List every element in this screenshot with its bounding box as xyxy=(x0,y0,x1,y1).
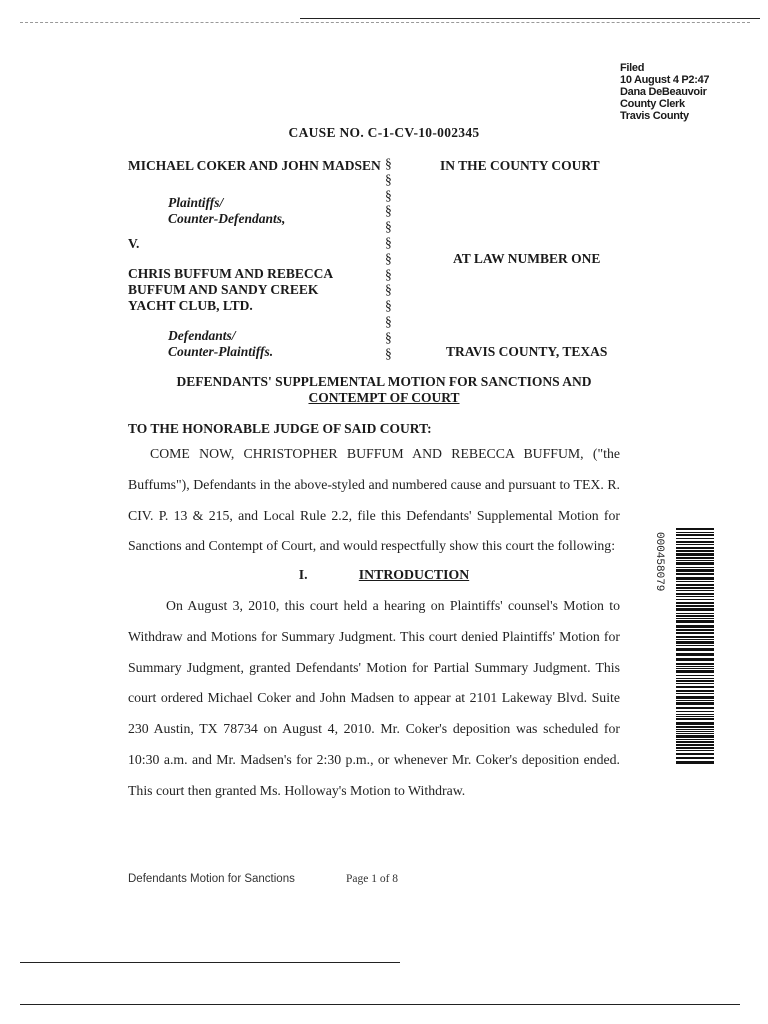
barcode-bar xyxy=(676,620,714,623)
barcode-bar xyxy=(676,541,714,543)
section-mark: § xyxy=(385,329,392,345)
filed-stamp xyxy=(620,62,760,122)
barcode-bar xyxy=(676,629,714,631)
versus: V. xyxy=(128,236,140,251)
barcode-bar xyxy=(676,653,714,656)
section-mark: § xyxy=(385,156,392,171)
barcode-bar xyxy=(676,733,714,734)
barcode-bar xyxy=(676,550,714,552)
barcode-bar xyxy=(676,553,714,556)
section-mark: § xyxy=(385,345,392,361)
barcode-bar xyxy=(676,636,714,638)
barcode-bar xyxy=(676,581,714,582)
motion-title-line1: DEFENDANTS' SUPPLEMENTAL MOTION FOR SANCTIONS AND xyxy=(176,374,592,389)
barcode-bar xyxy=(676,593,714,595)
barcode-bar xyxy=(676,731,714,732)
filed-stamp-line: 10 August 4 P2:47 xyxy=(620,74,710,86)
defendants-name-line1: CHRIS BUFFUM AND REBECCA xyxy=(128,266,334,281)
barcode-bar xyxy=(676,683,714,684)
barcode-bar xyxy=(676,670,714,673)
court-line2: AT LAW NUMBER ONE xyxy=(453,251,601,266)
barcode-bar xyxy=(676,716,714,717)
cause-number: CAUSE NO. C-1-CV-10-002345 xyxy=(288,125,480,140)
plaintiffs-role-2: Counter-Defendants, xyxy=(168,211,286,226)
barcode-bar xyxy=(676,587,714,589)
barcode-bar xyxy=(676,648,714,651)
section-mark: § xyxy=(385,203,392,219)
section-mark: § xyxy=(385,187,392,203)
section-mark: § xyxy=(385,171,392,187)
barcode-bar xyxy=(676,605,714,607)
footer-document-name: Defendants Motion for Sanctions xyxy=(128,873,295,885)
barcode-bar xyxy=(676,735,714,738)
barcode-bar xyxy=(676,557,714,559)
section-mark: § xyxy=(385,266,392,282)
paragraph-intro-text: COME NOW, CHRISTOPHER BUFFUM AND REBECCA BUFFUM, ("the Buffums"), Defendants in the above-styled and numbered cause and pursuant to TEX. R. CIV. P. 13 & 215, and Local Rule 2.2, file this Defendants' Supplemental Motion for Sanctions and Contempt of Court, and would respectfully show this court the following: xyxy=(128,446,620,554)
barcode-bar xyxy=(676,711,714,712)
barcode-bar xyxy=(676,690,714,692)
scan-edge-top xyxy=(20,22,750,23)
barcode-bar xyxy=(676,666,714,667)
barcode-bar xyxy=(676,686,714,688)
barcode-bar xyxy=(676,761,714,764)
salutation: TO THE HONORABLE JUDGE OF SAID COURT: xyxy=(128,421,432,436)
motion-title xyxy=(0,374,768,406)
barcode-bar xyxy=(676,632,714,634)
barcode-bar xyxy=(676,739,714,740)
defendants-role-2: Counter-Plaintiffs. xyxy=(168,344,274,359)
paragraph-intro xyxy=(128,439,620,562)
barcode-number-text: 000458079 xyxy=(653,532,665,592)
barcode-bar xyxy=(676,547,714,549)
barcode-bar xyxy=(676,753,714,755)
court-line1: IN THE COUNTY COURT xyxy=(440,158,600,173)
barcode-bar xyxy=(676,678,714,679)
scan-edge-top-solid xyxy=(300,18,760,19)
barcode-bar xyxy=(676,700,714,701)
section-mark: § xyxy=(385,313,392,329)
barcode-bar xyxy=(676,718,714,720)
barcode-bar xyxy=(676,714,714,715)
paragraph-introduction-text: On August 3, 2010, this court held a hearing on Plaintiffs' counsel's Motion to Withdraw and Motions for Summary Judgment. This court denied Plaintiffs' Motion for Summary Judgment, granted Defendants' Motion for Partial Summary Judgment. This court ordered Michael Coker and John Madsen to appear at 2101 Lakeway Blvd. Suite 230 Austin, TX 78734 on August 4, 2010. Mr. Coker's deposition was scheduled for 10:30 a.m. and Mr. Madsen's for 2:30 p.m., or whenever Mr. Coker's deposition ended. This court then granted Ms. Holloway's Motion to Withdraw. xyxy=(128,598,620,798)
barcode-bar xyxy=(676,618,714,619)
barcode-image xyxy=(676,528,714,768)
barcode-bar xyxy=(676,696,714,699)
barcode-number xyxy=(653,530,673,610)
section-mark: § xyxy=(385,298,392,314)
section-mark: § xyxy=(385,234,392,250)
barcode-bar xyxy=(676,608,714,611)
barcode-bar xyxy=(676,722,714,725)
barcode-bar xyxy=(676,702,714,705)
section-mark: § xyxy=(385,282,392,298)
barcode-bar xyxy=(676,625,714,628)
scan-edge-bottom-2 xyxy=(20,1004,740,1005)
barcode-bar xyxy=(676,741,714,743)
scan-edge-bottom xyxy=(20,962,400,963)
section-title: INTRODUCTION xyxy=(358,567,470,582)
barcode-bar xyxy=(676,680,714,682)
defendants-role-1: Defendants/ xyxy=(168,328,236,343)
barcode-bar xyxy=(676,675,714,676)
barcode-bar xyxy=(676,658,714,661)
defendants-name-line3: YACHT CLUB, LTD. xyxy=(128,298,253,313)
barcode-bar xyxy=(676,599,714,600)
barcode-bar xyxy=(676,693,714,694)
barcode-bar xyxy=(676,534,714,536)
barcode-bar xyxy=(676,544,714,545)
barcode-bar xyxy=(676,560,714,561)
barcode-bar xyxy=(676,750,714,751)
barcode-bar xyxy=(676,613,714,614)
motion-title-line2: CONTEMPT OF COURT xyxy=(308,390,460,405)
filed-stamp-line: Travis County xyxy=(620,110,689,122)
barcode-bar xyxy=(676,641,714,644)
section-marks-column xyxy=(385,156,405,361)
barcode-bar xyxy=(676,590,714,591)
barcode-bar xyxy=(676,663,714,665)
barcode-bar xyxy=(676,528,714,530)
section-mark: § xyxy=(385,250,392,266)
barcode-bar xyxy=(676,707,714,709)
barcode-bar xyxy=(676,596,714,597)
plaintiffs-role-1: Plaintiffs/ xyxy=(168,195,224,210)
barcode-bar xyxy=(676,602,714,604)
section-mark: § xyxy=(385,219,392,235)
defendants-name-line2: BUFFUM AND SANDY CREEK xyxy=(128,282,319,297)
barcode-bar xyxy=(676,744,714,746)
barcode-bar xyxy=(676,726,714,728)
barcode-bar xyxy=(676,615,714,617)
filed-stamp-line: Filed xyxy=(620,62,645,74)
filed-stamp-line: Dana DeBeauvoir xyxy=(620,86,707,98)
footer-page-number: Page 1 of 8 xyxy=(346,873,399,885)
court-line3: TRAVIS COUNTY, TEXAS xyxy=(446,344,608,359)
barcode-bar xyxy=(676,577,714,580)
barcode-bar xyxy=(676,532,714,533)
barcode-bar xyxy=(676,729,714,730)
filed-stamp-line: County Clerk xyxy=(620,98,685,110)
barcode-bar xyxy=(676,747,714,749)
barcode-bar xyxy=(676,645,714,646)
barcode-bar xyxy=(676,757,714,759)
section-number: I. xyxy=(298,567,308,582)
barcode-bar xyxy=(676,567,714,568)
plaintiffs-name: MICHAEL COKER AND JOHN MADSEN xyxy=(128,158,381,173)
barcode-bar xyxy=(676,584,714,586)
paragraph-introduction-body xyxy=(128,591,620,807)
barcode-bar xyxy=(676,668,714,669)
barcode-bar xyxy=(676,538,714,539)
barcode-bar xyxy=(676,569,714,572)
barcode-bar xyxy=(676,639,714,640)
barcode-bar xyxy=(676,562,714,565)
barcode-bar xyxy=(676,573,714,575)
